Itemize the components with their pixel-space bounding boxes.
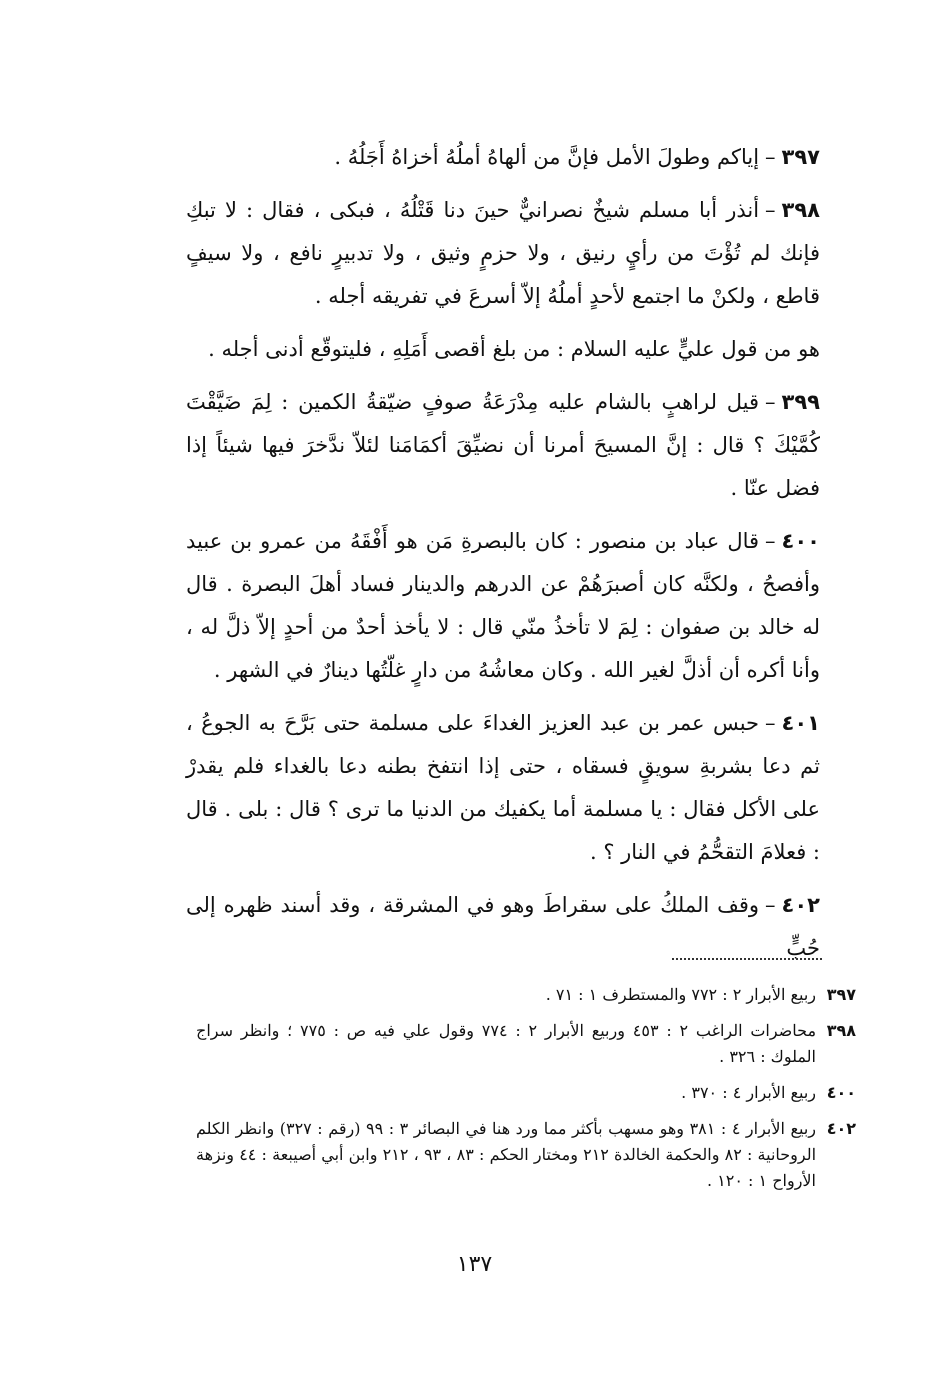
footnote-number: ٣٩٨ [826,1021,856,1040]
entry-text: قيل لراهبٍ بالشام عليه مِدْرَعَةُ صوفٍ ضيّقةُ الكمين : لِمَ ضَيَّقْتَ كُمَّيْكَ ؟ قال : إنَّ المسيحَ أمرنا أن نضيِّقَ أكمَامَنا لئلاّ ندَّخرَ فيها شيئاً إذا فضل عنّا . [186,390,820,500]
entry-401 [186,702,820,874]
entry-dash: – [765,711,776,735]
commentary-398 [186,328,820,371]
footnote-separator [672,958,822,960]
entry-399 [186,381,820,510]
footnote-397 [196,982,856,1008]
footnote-number: ٤٠٢ [826,1119,856,1138]
entry-text: قال عباد بن منصور : كان بالبصرةِ مَن هو أَفْقَهُ من عمرو بن عبيد وأفصحُ ، ولكنَّه كان أصبرَهُمْ عن الدرهم والدينار فساد أهلَ البصرة . قال له خالد بن صفوان : لِمَ لا تأخذُ منّي قال : لا يأخذ أحدٌ من أحدٍ إلاّ ذلَّ له ، وأنا أكره أن أذلَّ لغير الله . وكان معاشُهُ من دارٍ غلّتُها دينارٌ في الشهر . [186,529,820,682]
entry-text: أنذر أبا مسلم شيخٌ نصرانيٌّ حينَ دنا قَتْلُهُ ، فبكى ، فقال : لا تبكِ فإنك لم تُؤْتَ من رأيٍ رنيق ، ولا حزمٍ وثيق ، ولا تدبيرٍ نافع ، ولا سيفٍ قاطع ، ولكنْ ما اجتمع لأحدٍ أملُهُ إلاّ أسرعَ في تفريقه أجله . [186,198,820,308]
entry-dash: – [765,198,776,222]
entry-number: ٤٠١ [781,711,820,735]
footnotes [196,982,856,1204]
entry-dash: – [765,145,776,169]
footnote-402 [196,1116,856,1194]
main-text [186,136,820,980]
entry-400 [186,520,820,692]
entry-number: ٣٩٨ [781,198,820,222]
footnote-text: ربيع الأبرار ٢ : ٧٧٢ والمستطرف ١ : ٧١ . [545,985,816,1004]
entry-dash: – [765,390,776,414]
entry-398 [186,189,820,318]
footnote-number: ٣٩٧ [826,985,856,1004]
entry-dash: – [765,893,776,917]
entry-text: إياكم وطولَ الأمل فإنَّ من ألهاهُ أملُهُ أخزاهُ أَجَلُهُ . [334,145,760,169]
footnote-398 [196,1018,856,1070]
footnote-text: محاضرات الراغب ٢ : ٤٥٣ وربيع الأبرار ٢ : ٧٧٤ وقول علي فيه ص : ٧٧٥ ؛ وانظر سراج الملوك : ٣٢٦ . [196,1021,817,1066]
page-number: ١٣٧ [456,1252,493,1277]
entry-number: ٤٠٠ [781,529,820,553]
footnote-text: ربيع الأبرار ٤ : ٣٨١ وهو مسهب بأكثر مما ورد هنا في البصائر ٣ : ٩٩ (رقم : ٣٢٧) وانظر الكلم الروحانية : ٨٢ والحكمة الخالدة ٢١٢ ومختار الحكم : ٨٣ ، ٩٣ ، ٢١٢ وابن أبي أصيبعة : ٤٤ ونزهة الأرواح ١ : ١٢٠ . [196,1119,817,1190]
footnote-number: ٤٠٠ [826,1083,856,1102]
footnote-text: ربيع الأبرار ٤ : ٣٧٠ . [681,1083,816,1102]
footnote-400 [196,1080,856,1106]
entry-number: ٤٠٢ [781,893,820,917]
entry-text: حبس عمر بن عبد العزيز الغداءَ على مسلمة حتى بَرَّحَ به الجوعُ ، ثم دعا بشربةِ سويقٍ فسقاه ، حتى إذا انتفخ بطنه دعا بالغداء فلم يقدرْ على الأكل فقال : يا مسلمة أما يكفيك من الدنيا ما ترى ؟ قال : بلى . قال : فعلامَ التقحُّمُ في النار ؟ . [186,711,820,864]
entry-text: وقف الملكُ على سقراطَ وهو في المشرقة ، وقد أسند ظهره إلى حُبٍّ [186,893,820,960]
entry-number: ٣٩٧ [781,145,820,169]
commentary-text: هو من قول عليٍّ عليه السلام : من بلغ أقصى أَمَلِهِ ، فليتوقّع أدنى أجله . [208,337,820,361]
entry-397 [186,136,820,179]
entry-number: ٣٩٩ [781,390,820,414]
entry-dash: – [765,529,776,553]
